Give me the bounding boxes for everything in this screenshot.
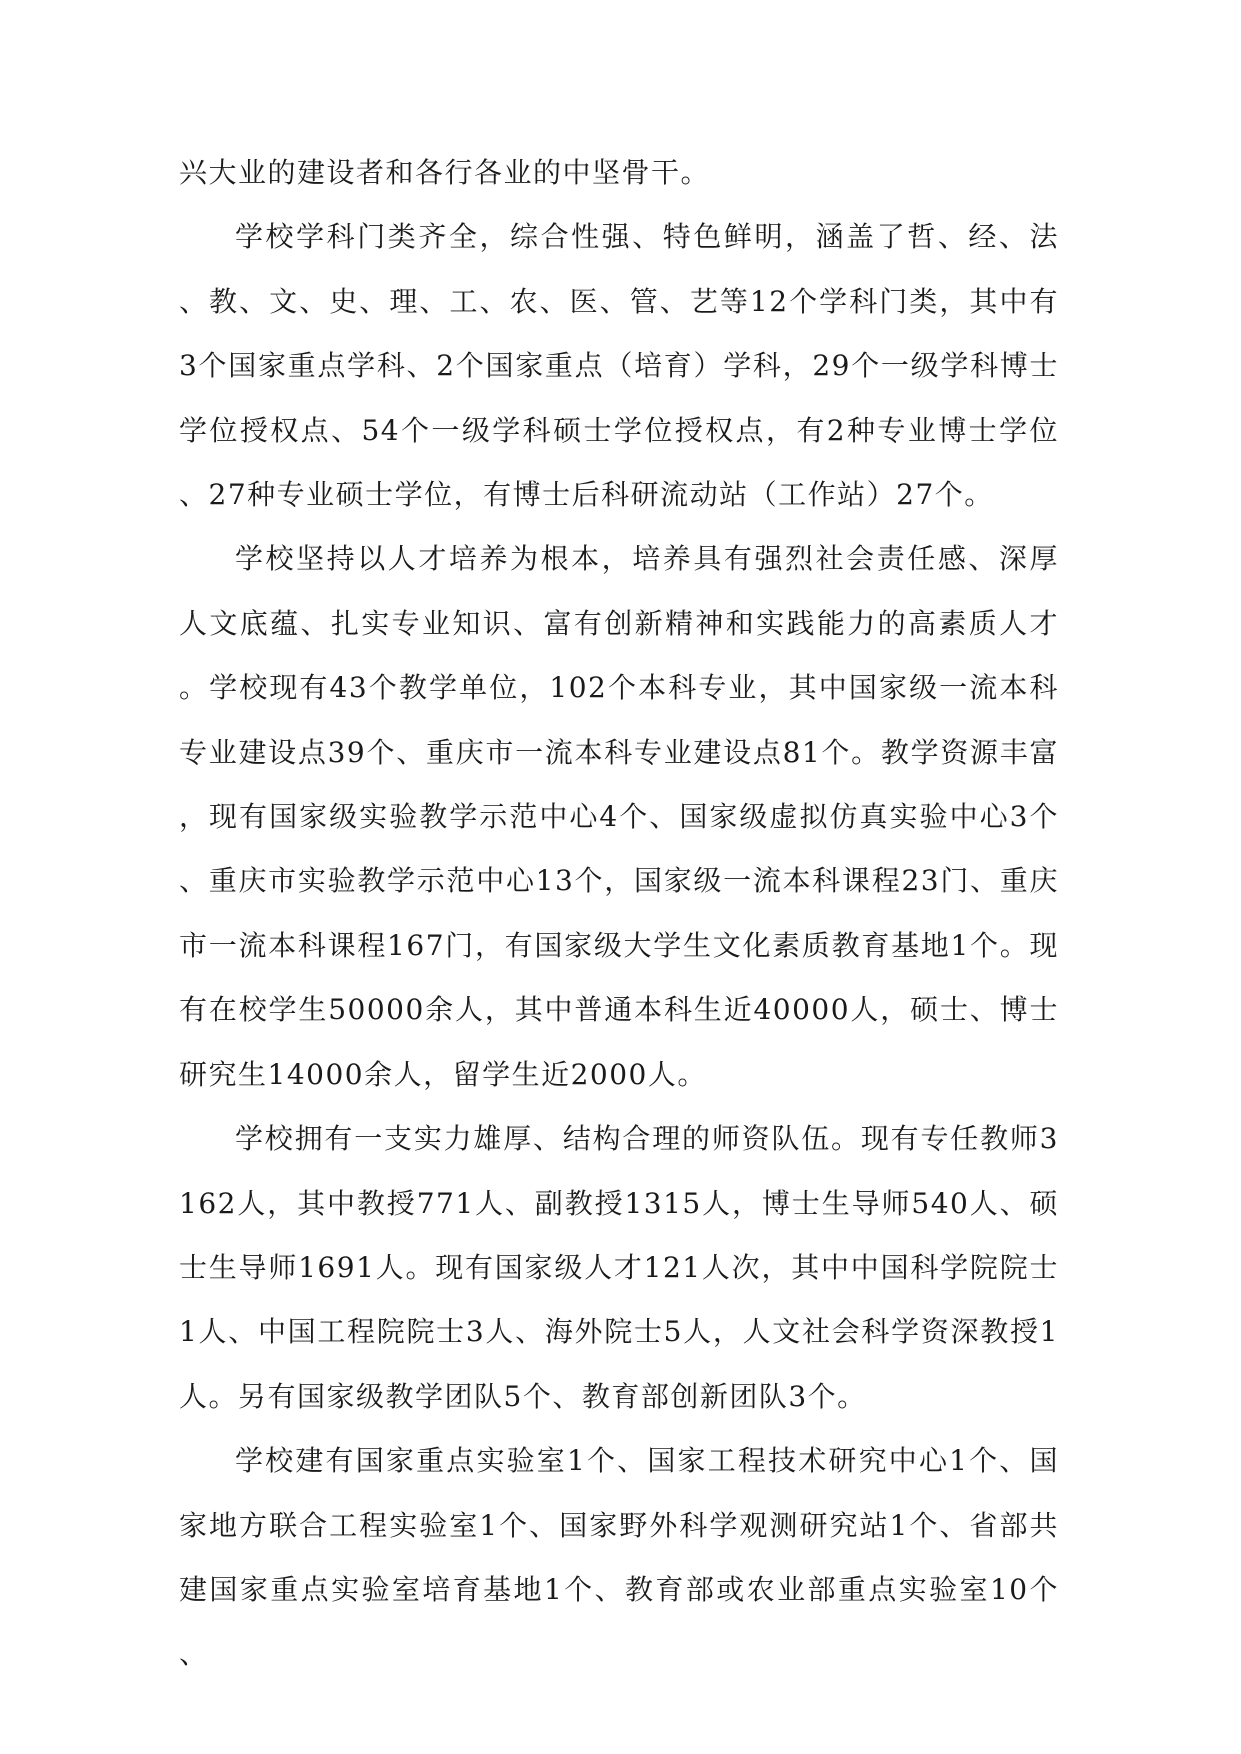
paragraph-continuation: 兴大业的建设者和各行各业的中坚骨干。 xyxy=(179,156,711,189)
paragraph-education: 学校坚持以人才培养为根本，培养具有强烈社会责任感、深厚人文底蕴、扎实专业知识、富有创新精神和实践能力的高素质人才。学校现有43个教学单位，102个本科专业，其中国家级一流本科专业建设点39个、重庆市一流本科专业建设点81个。教学资源丰富，现有国家级实验教学示范中心4个、国家级虚拟仿真实验中心3个、重庆市实验教学示范中心13个，国家级一流本科课程23门、重庆市一流本科课程167门，有国家级大学生文化素质教育基地1个。现有在校学生50000余人，其中普通本科生近40000人，硕士、博士研究生14000余人，留学生近2000人。 xyxy=(179,542,1059,1091)
body-text xyxy=(179,141,1059,1687)
paragraph-disciplines: 学校学科门类齐全，综合性强、特色鲜明，涵盖了哲、经、法、教、文、史、理、工、农、医、管、艺等12个学科门类，其中有3个国家重点学科、2个国家重点（培育）学科，29个一级学科博士学位授权点、54个一级学科硕士学位授权点，有2种专业博士学位、27种专业硕士学位，有博士后科研流动站（工作站）27个。 xyxy=(179,220,1059,512)
paragraph-faculty: 学校拥有一支实力雄厚、结构合理的师资队伍。现有专任教师3162人，其中教授771人、副教授1315人，博士生导师540人、硕士生导师1691人。现有国家级人才121人次，其中中国科学院院士1人、中国工程院院士3人、海外院士5人，人文社会科学资深教授1人。另有国家级教学团队5个、教育部创新团队3个。 xyxy=(179,1122,1059,1413)
paragraph-research-platforms: 学校建有国家重点实验室1个、国家工程技术研究中心1个、国家地方联合工程实验室1个、国家野外科学观测研究站1个、省部共建国家重点实验室培育基地1个、教育部或农业部重点实验室10个、 xyxy=(179,1444,1059,1671)
